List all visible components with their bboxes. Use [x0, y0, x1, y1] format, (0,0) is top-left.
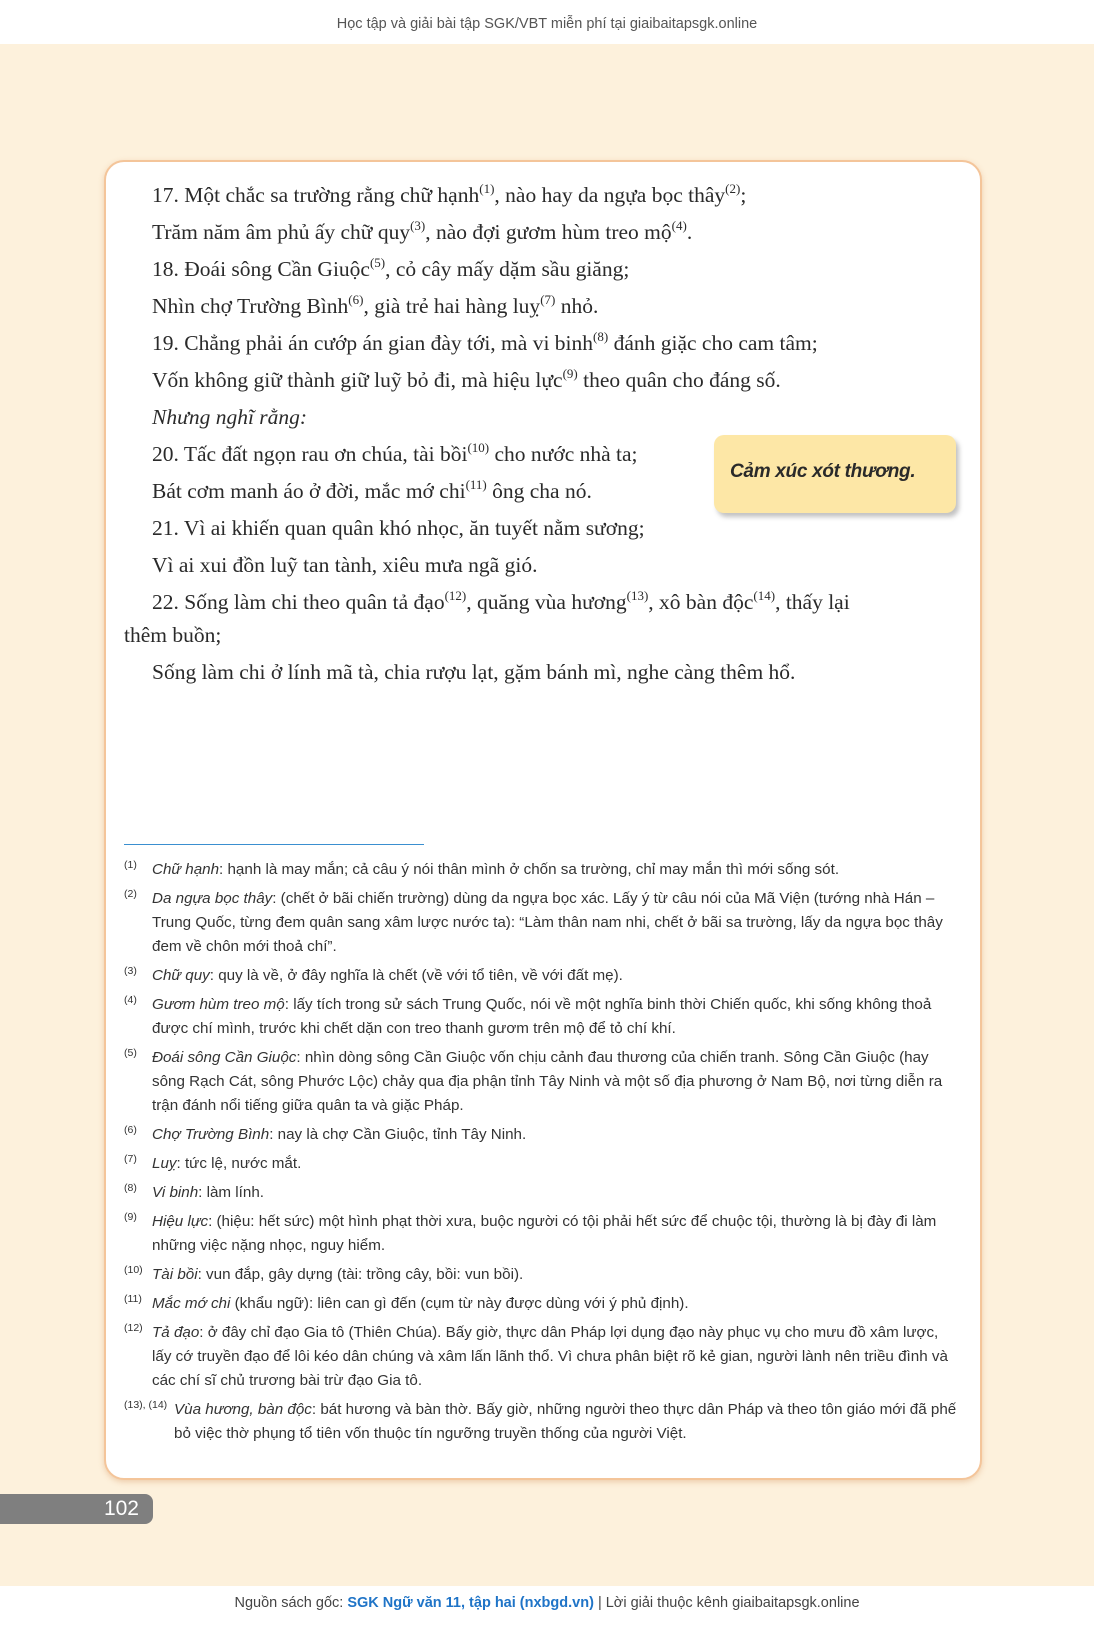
- footnote-list: [124, 858, 960, 1451]
- footer-suffix: | Lời giải thuộc kênh giaibaitapsgk.online: [593, 1595, 860, 1611]
- footnote-number: (9): [124, 1211, 137, 1223]
- footnote-term: Chữ quy: [152, 967, 210, 984]
- poem-line: thêm buồn;: [124, 623, 222, 647]
- poem-line: 19. Chẳng phải án cướp án gian đày tới, mà vi binh$^{(8)}$ đánh giặc cho cam tâm;: [152, 329, 818, 355]
- footnote-item: [124, 1398, 960, 1446]
- poem-line: Nhìn chợ Trường Bình$^{(6)}$, già trẻ hai hàng luỵ$^{(7)}$ nhỏ.: [152, 292, 599, 318]
- poem-line: 18. Đoái sông Cần Giuộc$^{(5)}$, cỏ cây mấy dặm sầu giăng;: [152, 255, 630, 281]
- footnote-definition: : làm lính.: [198, 1184, 265, 1201]
- footnote-ref[interactable]: (8): [593, 329, 609, 344]
- footnote-ref[interactable]: (13): [626, 588, 649, 603]
- footnote-term: Vùa hương, bàn độc: [174, 1401, 312, 1418]
- footnote-item: [124, 1123, 960, 1147]
- page-number: 102: [103, 1497, 139, 1520]
- poem-line: 17. Một chắc sa trường rằng chữ hạnh$^{(1)}$, nào hay da ngựa bọc thây$^{(2)}$;: [152, 181, 747, 207]
- footnote-number: (12): [124, 1322, 143, 1334]
- footnote-item: [124, 964, 960, 988]
- footnote-ref[interactable]: (5): [369, 255, 386, 270]
- footnote-item: [124, 858, 960, 882]
- footnote-item: [124, 1210, 960, 1258]
- page-number-tab: [0, 1494, 153, 1524]
- footnote-item: [124, 887, 960, 959]
- footnote-definition: : (hiệu: hết sức) một hình phạt thời xưa, buộc người có tội phải hết sức để chuộc tội, thường là bị đày đi làm những việc nặng nhọc, nguy hiểm.: [152, 1213, 937, 1254]
- poem-line: Bát cơm manh áo ở đời, mắc mớ chi$^{(11)}$ ông cha nó.: [152, 477, 592, 503]
- footnote-ref[interactable]: (14): [753, 588, 776, 603]
- footnote-number: (6): [124, 1124, 137, 1136]
- footnote-number: (10): [124, 1264, 143, 1276]
- footnote-definition: : quy là về, ở đây nghĩa là chết (về với tổ tiên, về với đất mẹ).: [209, 967, 623, 984]
- footnote-divider: [124, 844, 424, 845]
- footnote-term: Chợ Trường Bình: [152, 1126, 270, 1143]
- footnote-ref[interactable]: (9): [562, 366, 578, 381]
- footnote-number: (7): [124, 1153, 137, 1165]
- poem-line: Vốn không giữ thành giữ luỹ bỏ đi, mà hiệu lực$^{(9)}$ theo quân cho đáng số.: [152, 366, 781, 392]
- footnote-definition: : lấy tích trong sử sách Trung Quốc, nói về một nghĩa binh thời Chiến quốc, khi sống không thoả được chí mình, trước khi chết dặn con treo thanh gươm trên mộ để tỏ chí khí.: [152, 996, 932, 1037]
- footnote-number: (2): [124, 888, 137, 900]
- footnote-term: Da ngựa bọc thây: [152, 890, 273, 907]
- footnote-definition: : vun đắp, gây dựng (tài: trồng cây, bồi: vun bồi).: [197, 1266, 524, 1283]
- footnote-ref[interactable]: (2): [725, 181, 741, 196]
- footnote-item: [124, 1292, 960, 1316]
- poem-line: Sống làm chi ở lính mã tà, chia rượu lạt, gặm bánh mì, nghe càng thêm hổ.: [152, 660, 796, 684]
- poem-line: 20. Tấc đất ngọn rau ơn chúa, tài bồi$^{(10)}$ cho nước nhà ta;: [152, 440, 638, 466]
- footnote-number: (3): [124, 965, 137, 977]
- footnote-term: Tả đạo: [152, 1324, 200, 1341]
- footnote-number: (8): [124, 1182, 137, 1194]
- footnote-definition: (khẩu ngữ): liên can gì đến (cụm từ này được dùng với ý phủ định).: [230, 1295, 689, 1312]
- poem-line: Vì ai xui đồn luỹ tan tành, xiêu mưa ngã gió.: [152, 553, 538, 577]
- footnote-ref[interactable]: (11): [465, 477, 487, 492]
- footnote-definition: : tức lệ, nước mắt.: [176, 1155, 302, 1172]
- footnote-term: Hiệu lực: [152, 1213, 209, 1230]
- annotation-callout: [714, 435, 956, 513]
- footnote-ref[interactable]: (7): [540, 292, 556, 307]
- footnote-definition: : ở đây chỉ đạo Gia tô (Thiên Chúa). Bấy giờ, thực dân Pháp lợi dụng đạo này phục vụ cho mưu đồ xâm lược, lấy cớ truyền đạo để lôi kéo dân chúng và xâm lấn lãnh thổ. Vì chưa phân biệt rõ kẻ gian, người lành nên triều đình và các chí sĩ chủ trương bài trừ đạo Gia tô.: [152, 1324, 948, 1389]
- footer-prefix: Nguồn sách gốc:: [234, 1595, 348, 1611]
- footnote-ref[interactable]: (1): [479, 181, 495, 196]
- footnote-definition: : hạnh là may mắn; cả câu ý nói thân mình ở chốn sa trường, chỉ may mắn thì mới sống sót.: [219, 861, 840, 878]
- callout-text: Cảm xúc xót thương.: [730, 461, 916, 482]
- footnote-term: Chữ hạnh: [152, 861, 220, 878]
- footnote-term: Đoái sông Cần Giuộc: [152, 1049, 297, 1066]
- footnote-item: [124, 1181, 960, 1205]
- footnote-ref[interactable]: (12): [444, 588, 467, 603]
- poem-line: 21. Vì ai khiến quan quân khó nhọc, ăn tuyết nằm sương;: [152, 516, 645, 540]
- poem-line: Trăm năm âm phủ ấy chữ quy$^{(3)}$, nào đợi gươm hùm treo mộ$^{(4)}$.: [152, 218, 693, 244]
- source-book-link[interactable]: SGK Ngữ văn 11, tập hai (nxbgd.vn): [347, 1595, 594, 1611]
- footnote-term: Gươm hùm treo mộ: [152, 996, 285, 1013]
- footnote-definition: : (chết ở bãi chiến trường) dùng da ngựa bọc xác. Lấy ý từ câu nói của Mã Viện (tướng nhà Hán – Trung Quốc, từng đem quân sang xâm lược nước ta): “Làm thân nam nhi, chết ở bãi sa trường, lấy da ngựa bọc thây đem về chôn mới thoả chí”.: [152, 890, 943, 955]
- header-text: Học tập và giải bài tập SGK/VBT miễn phí tại giaibaitapsgk.online: [336, 16, 758, 32]
- footnote-item: [124, 1046, 960, 1118]
- footnote-number: (1): [124, 859, 137, 871]
- poem-line: Nhưng nghĩ rằng:: [152, 405, 308, 429]
- footnote-ref[interactable]: (3): [410, 218, 426, 233]
- footnote-ref[interactable]: (10): [467, 440, 490, 455]
- footnote-ref[interactable]: (4): [671, 218, 687, 233]
- footnote-term: Vi binh: [152, 1184, 199, 1201]
- footnote-number: (4): [124, 994, 137, 1006]
- site-header: [0, 0, 1094, 44]
- site-footer: [0, 1586, 1094, 1626]
- footnote-definition: : nay là chợ Cần Giuộc, tỉnh Tây Ninh.: [269, 1126, 527, 1143]
- footnote-ref[interactable]: (6): [348, 292, 364, 307]
- footnote-term: Tài bồi: [152, 1266, 198, 1283]
- footnote-item: [124, 1263, 960, 1287]
- footnote-number: (5): [124, 1047, 137, 1059]
- footnote-term: Luỵ: [152, 1155, 177, 1172]
- footnote-definition: : nhìn dòng sông Cần Giuộc vốn chịu cảnh đau thương của chiến tranh. Sông Cần Giuộc (hay sông Rạch Cát, sông Phước Lộc) chảy qua địa phận tỉnh Tây Ninh và một số địa phương ở Nam Bộ, nơi từng diễn ra trận đánh nổi tiếng giữa quân ta và giặc Pháp.: [152, 1049, 943, 1114]
- footnote-number: (13), (14): [124, 1399, 168, 1411]
- footnote-definition: : bát hương và bàn thờ. Bấy giờ, những người theo thực dân Pháp và theo tôn giáo mới đã phế bỏ việc thờ phụng tổ tiên vốn thuộc tín ngưỡng truyền thống của người Việt.: [174, 1401, 957, 1442]
- footnote-term: Mắc mớ chi: [152, 1295, 231, 1312]
- footnote-number: (11): [124, 1293, 142, 1305]
- poem-line: 22. Sống làm chi theo quân tả đạo$^{(12)}$, quăng vùa hương$^{(13)}$, xô bàn độc$^{(14)}$, thấy lại: [152, 588, 850, 614]
- footnote-item: [124, 1152, 960, 1176]
- footnote-item: [124, 993, 960, 1041]
- footnote-item: [124, 1321, 960, 1393]
